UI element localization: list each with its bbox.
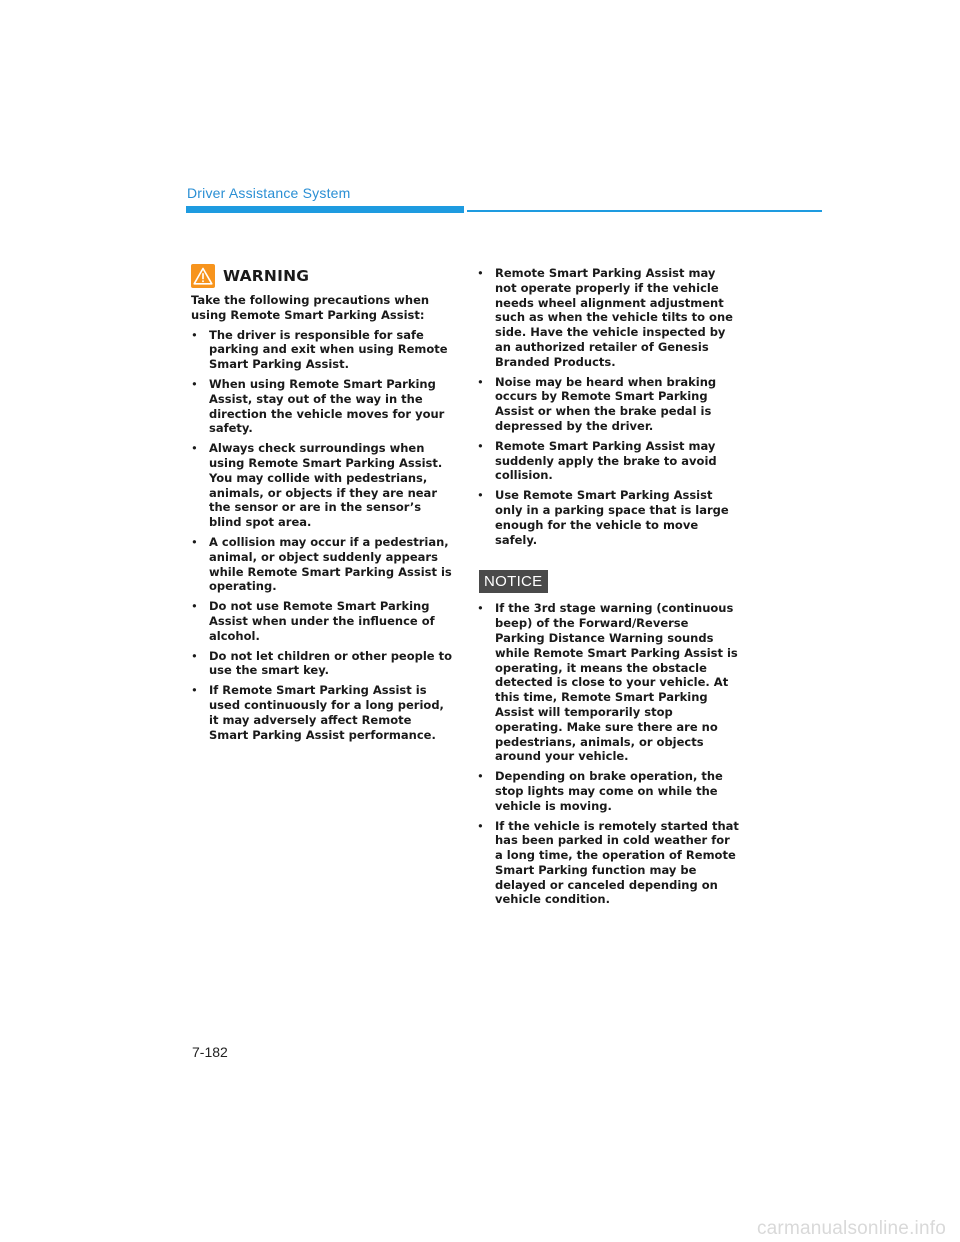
- warning-item: [477, 266, 739, 370]
- bullet-marker: •: [477, 438, 484, 453]
- warning-heading: [191, 264, 453, 288]
- notice-badge: NOTICE: [479, 570, 548, 593]
- bullet-marker: •: [191, 534, 198, 549]
- bullet-marker: •: [477, 266, 484, 280]
- notice-list: [477, 601, 739, 907]
- warning-item: [191, 649, 453, 679]
- bullet-marker: •: [191, 683, 198, 698]
- right-column: [477, 266, 739, 912]
- notice-item: [477, 601, 739, 764]
- section-title: Driver Assistance System: [187, 185, 351, 201]
- header-rule-thick: [186, 206, 464, 213]
- warning-item-text: Noise may be heard when braking occurs by Remote Smart Parking Assist or when the brake pedal is depressed by the driver.: [495, 374, 717, 433]
- bullet-marker: •: [477, 601, 484, 616]
- watermark: carmanualsonline.info: [756, 1218, 946, 1239]
- warning-item-text: If Remote Smart Parking Assist is used continuously for a long period, it may adversely affect Remote Smart Parking Assist performance.: [209, 683, 444, 742]
- warning-item-text: Always check surroundings when using Remote Smart Parking Assist. You may collide with pedestrians, animals, or objects if they are near the sensor or are in the sensor’s blind spot area.: [209, 441, 443, 530]
- warning-item-text: Do not use Remote Smart Parking Assist when under the influence of alcohol.: [209, 599, 435, 643]
- bullet-marker: •: [191, 599, 198, 614]
- warning-item: [191, 683, 453, 742]
- bullet-marker: •: [191, 376, 198, 391]
- notice-item: [477, 819, 739, 908]
- warning-triangle-icon: [191, 264, 215, 288]
- warning-item-text: Use Remote Smart Parking Assist only in a parking space that is large enough for the vehicle to move safely.: [495, 488, 729, 547]
- notice-item-text: If the 3rd stage warning (continuous beep) of the Forward/Reverse Parking Distance Warning sounds while Remote Smart Parking Assist is operating, it means the obstacle detected is close to your vehicle. At this time, Remote Smart Parking Assist will temporarily stop operating. Make sure there are no pedestrians, animals, or objects around your vehicle.: [495, 601, 738, 764]
- warning-item: [191, 535, 453, 594]
- warning-item-text: Do not let children or other people to use the smart key.: [209, 648, 453, 678]
- bullet-marker: •: [477, 374, 484, 389]
- notice-item-text: If the vehicle is remotely started that has been parked in cold weather for a long time, the operation of Remote Smart Parking function may be delayed or canceled depending on vehicle condition.: [495, 818, 739, 907]
- warning-item: [191, 328, 453, 372]
- left-column: [191, 264, 453, 747]
- warning-title: WARNING: [223, 267, 310, 285]
- warning-item: [477, 439, 739, 483]
- warning-item-text: When using Remote Smart Parking Assist, stay out of the way in the direction the vehicle moves for your safety.: [209, 376, 445, 436]
- bullet-marker: •: [477, 818, 484, 833]
- bullet-marker: •: [191, 441, 198, 456]
- bullet-marker: •: [477, 488, 484, 503]
- warning-item: [477, 375, 739, 434]
- bullet-marker: •: [191, 327, 198, 342]
- notice-item-text: Depending on brake operation, the stop lights may come on while the vehicle is moving.: [495, 769, 723, 813]
- notice-item: [477, 769, 739, 813]
- warning-item: [191, 377, 453, 436]
- warning-list: [191, 328, 453, 743]
- warning-item-text: The driver is responsible for safe parking and exit when using Remote Smart Parking Assist.: [209, 327, 448, 372]
- header-rule-thin: [467, 210, 822, 212]
- bullet-marker: •: [191, 648, 198, 663]
- warning-item: [191, 599, 453, 643]
- warning-intro: Take the following precautions when using Remote Smart Parking Assist:: [191, 293, 430, 322]
- warning-list-continued: [477, 266, 739, 547]
- warning-item-text: Remote Smart Parking Assist may not operate properly if the vehicle needs wheel alignment adjustment such as when the vehicle tilts to one side. Have the vehicle inspected by an authorized retailer of Genesis Branded Products.: [495, 266, 733, 369]
- warning-item: [477, 488, 739, 547]
- warning-item-text: A collision may occur if a pedestrian, animal, or object suddenly appears while Remote Smart Parking Assist is operating.: [209, 534, 452, 594]
- page-number: 7-182: [192, 1044, 228, 1060]
- warning-item: [191, 441, 453, 530]
- bullet-marker: •: [477, 769, 484, 784]
- warning-item-text: Remote Smart Parking Assist may suddenly apply the brake to avoid collision.: [495, 438, 717, 483]
